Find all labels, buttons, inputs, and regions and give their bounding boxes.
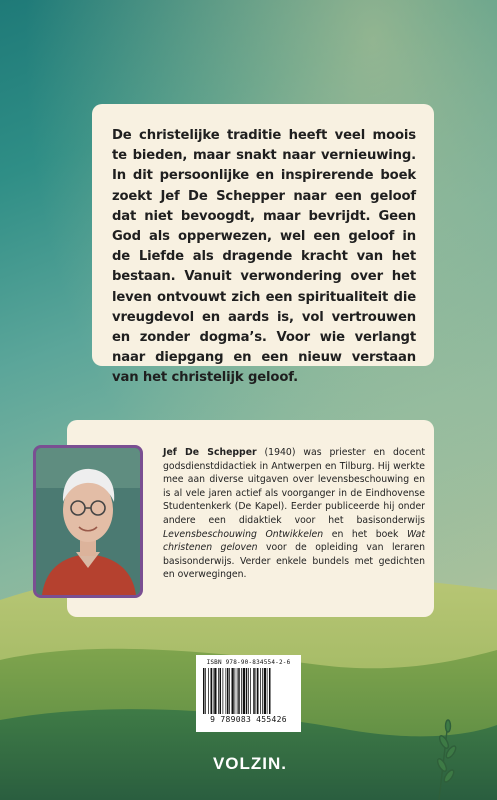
barcode-bar: [205, 668, 206, 714]
barcode-bar: [226, 668, 227, 714]
barcode-bar: [214, 668, 216, 714]
barcode-bar: [262, 668, 263, 714]
barcode-bar: [211, 668, 213, 714]
isbn-barcode: [196, 655, 301, 732]
barcode-bar: [238, 668, 240, 714]
barcode-bar: [264, 668, 266, 714]
bio-part-2: en het boek: [323, 528, 407, 540]
barcode-bar: [260, 668, 261, 714]
bio-part-3: voor de opleiding van leraren basisonderwijs. Verder enkele bundels met gedichten en overwegingen.: [163, 542, 425, 581]
barcode-bar: [203, 668, 205, 714]
barcode-bar: [267, 668, 268, 714]
blurb-text: De christelijke traditie heeft veel moois te bieden, maar snakt naar vernieuwing. In dit persoonlijke en inspirerende boek zoekt Jef De Schepper naar een geloof dat niet bevoogdt, maar bevrijdt. Geen God als opperwezen, wel een geloof in de Liefde als dragende kracht van het bestaan. Vanuit verwondering over het leven ontvouwt zich een spiritualiteit die vreugdevol en aards is, vol vertrouwen en zonder dogma’s. Voor wie verlangt naar diepgang en een nieuw verstaan van het christelijk geloof.: [112, 128, 416, 386]
barcode-bar: [235, 668, 236, 714]
barcode-bar: [257, 668, 259, 714]
book-title-1: Levensbeschouwing Ontwikkelen: [163, 528, 324, 540]
barcode-bar: [241, 668, 242, 714]
book-title-2: Wat christenen geloven: [163, 528, 425, 554]
blurb-panel: [92, 104, 434, 386]
barcode-bar: [232, 668, 234, 714]
isbn-label: ISBN 978-90-834554-2-6: [206, 659, 291, 666]
barcode-icon: [202, 668, 295, 714]
barcode-bar: [250, 668, 251, 714]
barcode-bar: [220, 668, 222, 714]
publisher-logo: VOLZIN.: [212, 754, 288, 773]
barcode-bar: [218, 668, 219, 714]
barcode-bar: [227, 668, 229, 714]
barcode-bar: [269, 668, 271, 714]
author-name: Jef De Schepper: [163, 447, 257, 458]
barcode-bar: [256, 668, 257, 714]
barcode-bar: [253, 668, 255, 714]
barcode-bar: [208, 668, 209, 714]
author-photo-icon: [36, 448, 140, 595]
author-bio-text: [163, 446, 425, 582]
barcode-bar: [243, 668, 245, 714]
barcode-bar: [248, 668, 249, 714]
barcode-number: 9 789083 455426: [210, 715, 287, 724]
barcode-bar: [246, 668, 248, 714]
barcode-bar: [213, 668, 214, 714]
barcode-bar: [237, 668, 238, 714]
bio-part-1: (1940) was priester en docent godsdienstdidactiek in Antwerpen en Tilburg. Hij werkte mee aan diverse uitgaven over levensbeschouwing en is al vele jaren actief als voorganger in de Eindhovense Studentenkerk (De Kapel). Eerder publiceerde hij onder andere een didaktiek voor het basisonderwijs: [163, 447, 425, 526]
barcode-bar: [223, 668, 224, 714]
author-portrait: [33, 445, 143, 598]
barcode-bar: [229, 668, 230, 714]
